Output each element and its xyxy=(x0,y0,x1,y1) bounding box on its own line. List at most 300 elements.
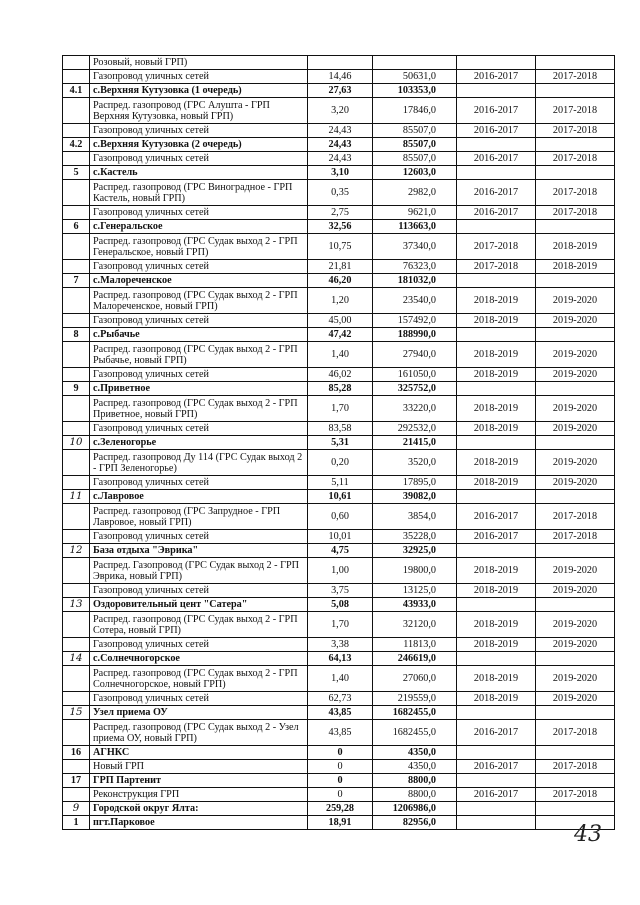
length-km-cell: 83,58 xyxy=(308,422,373,436)
construction-period-cell: 2018-2019 xyxy=(536,234,615,260)
design-period-cell: 2018-2019 xyxy=(457,692,536,706)
length-km-cell: 1,20 xyxy=(308,288,373,314)
construction-period-cell xyxy=(536,382,615,396)
design-period-cell xyxy=(457,220,536,234)
object-name-cell: Распред. газопровод (ГРС Алушта - ГРП Верхняя Кутузовка, новый ГРП) xyxy=(90,98,308,124)
construction-period-cell: 2018-2019 xyxy=(536,260,615,274)
length-km-cell: 2,75 xyxy=(308,206,373,220)
table-row xyxy=(63,124,615,138)
construction-period-cell: 2017-2018 xyxy=(536,530,615,544)
cost-value-cell: 32925,0 xyxy=(373,544,457,558)
construction-period-cell: 2019-2020 xyxy=(536,558,615,584)
cost-value-cell: 292532,0 xyxy=(373,422,457,436)
table-row xyxy=(63,530,615,544)
object-name-cell: Газопровод уличных сетей xyxy=(90,422,308,436)
length-km-cell: 43,85 xyxy=(308,706,373,720)
construction-period-cell: 2017-2018 xyxy=(536,788,615,802)
object-name-cell: Распред. газопровод (ГРС Судак выход 2 - ГРП Сотера, новый ГРП) xyxy=(90,612,308,638)
object-name-cell: Распред. газопровод (ГРС Судак выход 2 - Узел приема ОУ, новый ГРП) xyxy=(90,720,308,746)
cost-value-cell: 17895,0 xyxy=(373,476,457,490)
table-row xyxy=(63,504,615,530)
length-km-cell: 24,43 xyxy=(308,152,373,166)
cost-value-cell: 13125,0 xyxy=(373,584,457,598)
table-section-row xyxy=(63,436,615,450)
table-section-row xyxy=(63,166,615,180)
object-name-cell: Газопровод уличных сетей xyxy=(90,314,308,328)
table-section-row xyxy=(63,328,615,342)
design-period-cell: 2017-2018 xyxy=(457,234,536,260)
construction-period-cell: 2019-2020 xyxy=(536,584,615,598)
design-period-cell xyxy=(457,774,536,788)
object-name-cell: АГНКС xyxy=(90,746,308,760)
length-km-cell: 3,10 xyxy=(308,166,373,180)
object-name-cell: ГРП Партенит xyxy=(90,774,308,788)
table-section-row xyxy=(63,84,615,98)
length-km-cell: 24,43 xyxy=(308,124,373,138)
construction-period-cell: 2017-2018 xyxy=(536,124,615,138)
object-name-cell: Узел приема ОУ xyxy=(90,706,308,720)
object-name-cell: с.Солнечногорское xyxy=(90,652,308,666)
row-number-cell xyxy=(63,504,90,530)
length-km-cell: 0,60 xyxy=(308,504,373,530)
construction-period-cell xyxy=(536,544,615,558)
object-name-cell: Газопровод уличных сетей xyxy=(90,530,308,544)
construction-period-cell xyxy=(536,220,615,234)
table-row xyxy=(63,396,615,422)
length-km-cell: 5,31 xyxy=(308,436,373,450)
cost-value-cell: 21415,0 xyxy=(373,436,457,450)
cost-value-cell: 85507,0 xyxy=(373,124,457,138)
design-period-cell xyxy=(457,544,536,558)
design-period-cell: 2016-2017 xyxy=(457,152,536,166)
design-period-cell xyxy=(457,816,536,830)
design-period-cell: 2016-2017 xyxy=(457,504,536,530)
row-number-cell xyxy=(63,476,90,490)
table-row xyxy=(63,180,615,206)
object-name-cell: Газопровод уличных сетей xyxy=(90,152,308,166)
length-km-cell: 64,13 xyxy=(308,652,373,666)
row-number-cell xyxy=(63,342,90,368)
table-section-row xyxy=(63,382,615,396)
cost-value-cell: 9621,0 xyxy=(373,206,457,220)
design-period-cell xyxy=(457,652,536,666)
object-name-cell: Реконструкция ГРП xyxy=(90,788,308,802)
row-number-cell: 13 xyxy=(63,598,90,612)
table-section-row xyxy=(63,220,615,234)
object-name-cell: Газопровод уличных сетей xyxy=(90,124,308,138)
construction-period-cell: 2017-2018 xyxy=(536,98,615,124)
length-km-cell: 27,63 xyxy=(308,84,373,98)
table-row xyxy=(63,612,615,638)
design-period-cell: 2018-2019 xyxy=(457,422,536,436)
design-period-cell xyxy=(457,274,536,288)
design-period-cell: 2016-2017 xyxy=(457,530,536,544)
object-name-cell: Оздоровительный цент "Сатера" xyxy=(90,598,308,612)
object-name-cell: с.Верхняя Кутузовка (2 очередь) xyxy=(90,138,308,152)
cost-value-cell: 17846,0 xyxy=(373,98,457,124)
row-number-cell xyxy=(63,788,90,802)
length-km-cell: 0,35 xyxy=(308,180,373,206)
cost-value-cell: 2982,0 xyxy=(373,180,457,206)
design-period-cell: 2016-2017 xyxy=(457,720,536,746)
cost-value-cell: 85507,0 xyxy=(373,138,457,152)
length-km-cell: 3,38 xyxy=(308,638,373,652)
object-name-cell: Распред. газопровод (ГРС Судак выход 2 - ГРП Приветное, новый ГРП) xyxy=(90,396,308,422)
design-period-cell: 2016-2017 xyxy=(457,70,536,84)
table-row xyxy=(63,342,615,368)
row-number-cell xyxy=(63,692,90,706)
row-number-cell: 8 xyxy=(63,328,90,342)
table-row xyxy=(63,788,615,802)
object-name-cell: Распред. газопровод (ГРС Виноградное - ГРП Кастель, новый ГРП) xyxy=(90,180,308,206)
construction-period-cell: 2017-2018 xyxy=(536,760,615,774)
construction-period-cell: 2017-2018 xyxy=(536,152,615,166)
cost-value-cell: 27940,0 xyxy=(373,342,457,368)
construction-period-cell xyxy=(536,328,615,342)
construction-period-cell xyxy=(536,138,615,152)
table-row xyxy=(63,476,615,490)
length-km-cell: 1,70 xyxy=(308,612,373,638)
row-number-cell xyxy=(63,558,90,584)
construction-period-cell xyxy=(536,490,615,504)
table-row xyxy=(63,152,615,166)
design-period-cell xyxy=(457,382,536,396)
table-section-row xyxy=(63,138,615,152)
length-km-cell: 0,20 xyxy=(308,450,373,476)
design-period-cell: 2018-2019 xyxy=(457,584,536,598)
design-period-cell xyxy=(457,802,536,816)
design-period-cell xyxy=(457,84,536,98)
length-km-cell xyxy=(308,56,373,70)
row-number-cell: 11 xyxy=(63,490,90,504)
length-km-cell: 3,20 xyxy=(308,98,373,124)
object-name-cell: Газопровод уличных сетей xyxy=(90,206,308,220)
design-period-cell: 2018-2019 xyxy=(457,368,536,382)
cost-value-cell: 113663,0 xyxy=(373,220,457,234)
row-number-cell xyxy=(63,56,90,70)
cost-value-cell: 39082,0 xyxy=(373,490,457,504)
cost-value-cell: 188990,0 xyxy=(373,328,457,342)
construction-period-cell: 2019-2020 xyxy=(536,476,615,490)
cost-value-cell: 161050,0 xyxy=(373,368,457,382)
row-number-cell xyxy=(63,760,90,774)
table-row xyxy=(63,666,615,692)
row-number-cell: 4.2 xyxy=(63,138,90,152)
row-number-cell xyxy=(63,422,90,436)
design-period-cell: 2016-2017 xyxy=(457,124,536,138)
table-row xyxy=(63,314,615,328)
object-name-cell: Газопровод уличных сетей xyxy=(90,476,308,490)
table-row xyxy=(63,760,615,774)
length-km-cell: 62,73 xyxy=(308,692,373,706)
table-row xyxy=(63,720,615,746)
row-number-cell: 12 xyxy=(63,544,90,558)
design-period-cell xyxy=(457,328,536,342)
row-number-cell xyxy=(63,98,90,124)
length-km-cell: 0 xyxy=(308,788,373,802)
construction-period-cell: 2019-2020 xyxy=(536,314,615,328)
object-name-cell: Распред. газопровод Ду 114 (ГРС Судак выход 2 - ГРП Зеленогорье) xyxy=(90,450,308,476)
cost-value-cell: 37340,0 xyxy=(373,234,457,260)
row-number-cell xyxy=(63,666,90,692)
design-period-cell: 2018-2019 xyxy=(457,612,536,638)
row-number-cell: 15 xyxy=(63,706,90,720)
object-name-cell: Распред. газопровод (ГРС Судак выход 2 - ГРП Генеральское, новый ГРП) xyxy=(90,234,308,260)
design-period-cell: 2016-2017 xyxy=(457,98,536,124)
row-number-cell: 14 xyxy=(63,652,90,666)
table-row xyxy=(63,558,615,584)
design-period-cell: 2018-2019 xyxy=(457,558,536,584)
construction-period-cell: 2017-2018 xyxy=(536,206,615,220)
table-row xyxy=(63,450,615,476)
cost-value-cell: 246619,0 xyxy=(373,652,457,666)
length-km-cell: 5,08 xyxy=(308,598,373,612)
table-row xyxy=(63,422,615,436)
length-km-cell: 85,28 xyxy=(308,382,373,396)
row-number-cell xyxy=(63,206,90,220)
construction-period-cell: 2019-2020 xyxy=(536,422,615,436)
cost-value-cell: 219559,0 xyxy=(373,692,457,706)
row-number-cell xyxy=(63,612,90,638)
length-km-cell: 14,46 xyxy=(308,70,373,84)
row-number-cell: 6 xyxy=(63,220,90,234)
cost-value-cell: 1682455,0 xyxy=(373,720,457,746)
design-period-cell xyxy=(457,746,536,760)
construction-period-cell: 2019-2020 xyxy=(536,396,615,422)
object-name-cell: Газопровод уличных сетей xyxy=(90,692,308,706)
construction-period-cell: 2019-2020 xyxy=(536,368,615,382)
row-number-cell xyxy=(63,152,90,166)
cost-value-cell: 76323,0 xyxy=(373,260,457,274)
length-km-cell: 1,40 xyxy=(308,666,373,692)
row-number-cell xyxy=(63,720,90,746)
design-period-cell: 2018-2019 xyxy=(457,476,536,490)
row-number-cell: 1 xyxy=(63,816,90,830)
construction-period-cell xyxy=(536,652,615,666)
length-km-cell: 259,28 xyxy=(308,802,373,816)
design-period-cell xyxy=(457,598,536,612)
row-number-cell xyxy=(63,450,90,476)
length-km-cell: 4,75 xyxy=(308,544,373,558)
cost-value-cell: 1206986,0 xyxy=(373,802,457,816)
cost-value-cell: 3854,0 xyxy=(373,504,457,530)
table-row xyxy=(63,288,615,314)
design-period-cell: 2016-2017 xyxy=(457,788,536,802)
table-row xyxy=(63,234,615,260)
construction-period-cell: 2017-2018 xyxy=(536,504,615,530)
length-km-cell: 5,11 xyxy=(308,476,373,490)
object-name-cell: Газопровод уличных сетей xyxy=(90,70,308,84)
row-number-cell xyxy=(63,368,90,382)
construction-period-cell xyxy=(536,84,615,98)
length-km-cell: 18,91 xyxy=(308,816,373,830)
construction-period-cell: 2019-2020 xyxy=(536,450,615,476)
object-name-cell: Распред. газопровод (ГРС Судак выход 2 - ГРП Малореченское, новый ГРП) xyxy=(90,288,308,314)
table-row xyxy=(63,98,615,124)
construction-period-cell xyxy=(536,802,615,816)
row-number-cell xyxy=(63,260,90,274)
row-number-cell: 5 xyxy=(63,166,90,180)
cost-value-cell: 23540,0 xyxy=(373,288,457,314)
cost-value-cell: 325752,0 xyxy=(373,382,457,396)
row-number-cell xyxy=(63,584,90,598)
table-section-row xyxy=(63,746,615,760)
design-period-cell xyxy=(457,490,536,504)
table-row xyxy=(63,368,615,382)
length-km-cell: 47,42 xyxy=(308,328,373,342)
length-km-cell: 1,00 xyxy=(308,558,373,584)
design-period-cell: 2018-2019 xyxy=(457,450,536,476)
construction-period-cell: 2019-2020 xyxy=(536,612,615,638)
cost-value-cell: 157492,0 xyxy=(373,314,457,328)
object-name-cell: пгт.Парковое xyxy=(90,816,308,830)
cost-value-cell: 4350,0 xyxy=(373,760,457,774)
construction-period-cell xyxy=(536,56,615,70)
object-name-cell: с.Рыбачье xyxy=(90,328,308,342)
construction-period-cell xyxy=(536,436,615,450)
row-number-cell xyxy=(63,638,90,652)
object-name-cell: Новый ГРП xyxy=(90,760,308,774)
cost-value-cell: 4350,0 xyxy=(373,746,457,760)
table-section-row xyxy=(63,652,615,666)
length-km-cell: 0 xyxy=(308,746,373,760)
construction-period-cell: 2017-2018 xyxy=(536,70,615,84)
construction-period-cell: 2019-2020 xyxy=(536,692,615,706)
design-period-cell: 2016-2017 xyxy=(457,760,536,774)
length-km-cell: 46,20 xyxy=(308,274,373,288)
object-name-cell: Газопровод уличных сетей xyxy=(90,260,308,274)
cost-value-cell: 19800,0 xyxy=(373,558,457,584)
cost-value-cell: 103353,0 xyxy=(373,84,457,98)
cost-value-cell: 11813,0 xyxy=(373,638,457,652)
row-number-cell xyxy=(63,234,90,260)
cost-value-cell: 3520,0 xyxy=(373,450,457,476)
design-period-cell: 2017-2018 xyxy=(457,260,536,274)
design-period-cell xyxy=(457,56,536,70)
design-period-cell: 2016-2017 xyxy=(457,206,536,220)
cost-value-cell: 32120,0 xyxy=(373,612,457,638)
cost-value-cell: 35228,0 xyxy=(373,530,457,544)
length-km-cell: 45,00 xyxy=(308,314,373,328)
row-number-cell xyxy=(63,314,90,328)
cost-value-cell: 8800,0 xyxy=(373,774,457,788)
design-period-cell: 2018-2019 xyxy=(457,288,536,314)
row-number-cell: 9 xyxy=(63,802,90,816)
cost-value-cell: 43933,0 xyxy=(373,598,457,612)
object-name-cell: Городской округ Ялта: xyxy=(90,802,308,816)
object-name-cell: Распред. Газопровод (ГРС Судак выход 2 - ГРП Эврика, новый ГРП) xyxy=(90,558,308,584)
table-row xyxy=(63,638,615,652)
gas-pipeline-table xyxy=(62,55,615,830)
construction-period-cell xyxy=(536,746,615,760)
row-number-cell: 10 xyxy=(63,436,90,450)
length-km-cell: 21,81 xyxy=(308,260,373,274)
table-row xyxy=(63,692,615,706)
length-km-cell: 24,43 xyxy=(308,138,373,152)
object-name-cell: База отдыха "Эврика" xyxy=(90,544,308,558)
row-number-cell xyxy=(63,396,90,422)
object-name-cell: с.Кастель xyxy=(90,166,308,180)
object-name-cell: с.Малореченское xyxy=(90,274,308,288)
length-km-cell: 10,61 xyxy=(308,490,373,504)
row-number-cell xyxy=(63,124,90,138)
design-period-cell: 2018-2019 xyxy=(457,396,536,422)
length-km-cell: 1,40 xyxy=(308,342,373,368)
object-name-cell: Распред. газопровод (ГРС Судак выход 2 - ГРП Солнечногорское, новый ГРП) xyxy=(90,666,308,692)
row-number-cell xyxy=(63,288,90,314)
length-km-cell: 0 xyxy=(308,774,373,788)
design-period-cell: 2018-2019 xyxy=(457,666,536,692)
object-name-cell: с.Генеральское xyxy=(90,220,308,234)
page-number: 43 xyxy=(574,822,602,847)
cost-value-cell: 8800,0 xyxy=(373,788,457,802)
cost-value-cell: 82956,0 xyxy=(373,816,457,830)
row-number-cell: 16 xyxy=(63,746,90,760)
construction-period-cell: 2017-2018 xyxy=(536,720,615,746)
construction-period-cell: 2019-2020 xyxy=(536,666,615,692)
object-name-cell: с.Верхняя Кутузовка (1 очередь) xyxy=(90,84,308,98)
table-section-row xyxy=(63,490,615,504)
cost-value-cell: 12603,0 xyxy=(373,166,457,180)
cost-value-cell xyxy=(373,56,457,70)
construction-period-cell: 2019-2020 xyxy=(536,638,615,652)
construction-period-cell xyxy=(536,598,615,612)
table-row xyxy=(63,260,615,274)
design-period-cell: 2018-2019 xyxy=(457,638,536,652)
cost-value-cell: 181032,0 xyxy=(373,274,457,288)
design-period-cell: 2018-2019 xyxy=(457,342,536,368)
object-name-cell: с.Лавровое xyxy=(90,490,308,504)
object-name-cell: с.Зеленогорье xyxy=(90,436,308,450)
length-km-cell: 43,85 xyxy=(308,720,373,746)
cost-value-cell: 85507,0 xyxy=(373,152,457,166)
table-row xyxy=(63,584,615,598)
length-km-cell: 10,75 xyxy=(308,234,373,260)
table-row xyxy=(63,206,615,220)
object-name-cell: Распред. газопровод (ГРС Запрудное - ГРП Лавровое, новый ГРП) xyxy=(90,504,308,530)
object-name-cell: Розовый, новый ГРП) xyxy=(90,56,308,70)
row-number-cell xyxy=(63,70,90,84)
table-row xyxy=(63,70,615,84)
design-period-cell xyxy=(457,436,536,450)
object-name-cell: с.Приветное xyxy=(90,382,308,396)
table-row xyxy=(63,56,615,70)
object-name-cell: Распред. газопровод (ГРС Судак выход 2 - ГРП Рыбачье, новый ГРП) xyxy=(90,342,308,368)
table-section-row xyxy=(63,274,615,288)
object-name-cell: Газопровод уличных сетей xyxy=(90,638,308,652)
cost-value-cell: 27060,0 xyxy=(373,666,457,692)
length-km-cell: 46,02 xyxy=(308,368,373,382)
design-period-cell: 2016-2017 xyxy=(457,180,536,206)
length-km-cell: 10,01 xyxy=(308,530,373,544)
table-section-row xyxy=(63,706,615,720)
object-name-cell: Газопровод уличных сетей xyxy=(90,368,308,382)
row-number-cell xyxy=(63,530,90,544)
length-km-cell: 32,56 xyxy=(308,220,373,234)
length-km-cell: 1,70 xyxy=(308,396,373,422)
length-km-cell: 0 xyxy=(308,760,373,774)
construction-period-cell xyxy=(536,774,615,788)
table-section-row xyxy=(63,774,615,788)
row-number-cell: 9 xyxy=(63,382,90,396)
design-period-cell xyxy=(457,166,536,180)
construction-period-cell: 2019-2020 xyxy=(536,342,615,368)
construction-period-cell: 2019-2020 xyxy=(536,288,615,314)
row-number-cell: 17 xyxy=(63,774,90,788)
table-section-row xyxy=(63,544,615,558)
construction-period-cell xyxy=(536,706,615,720)
design-period-cell: 2018-2019 xyxy=(457,314,536,328)
